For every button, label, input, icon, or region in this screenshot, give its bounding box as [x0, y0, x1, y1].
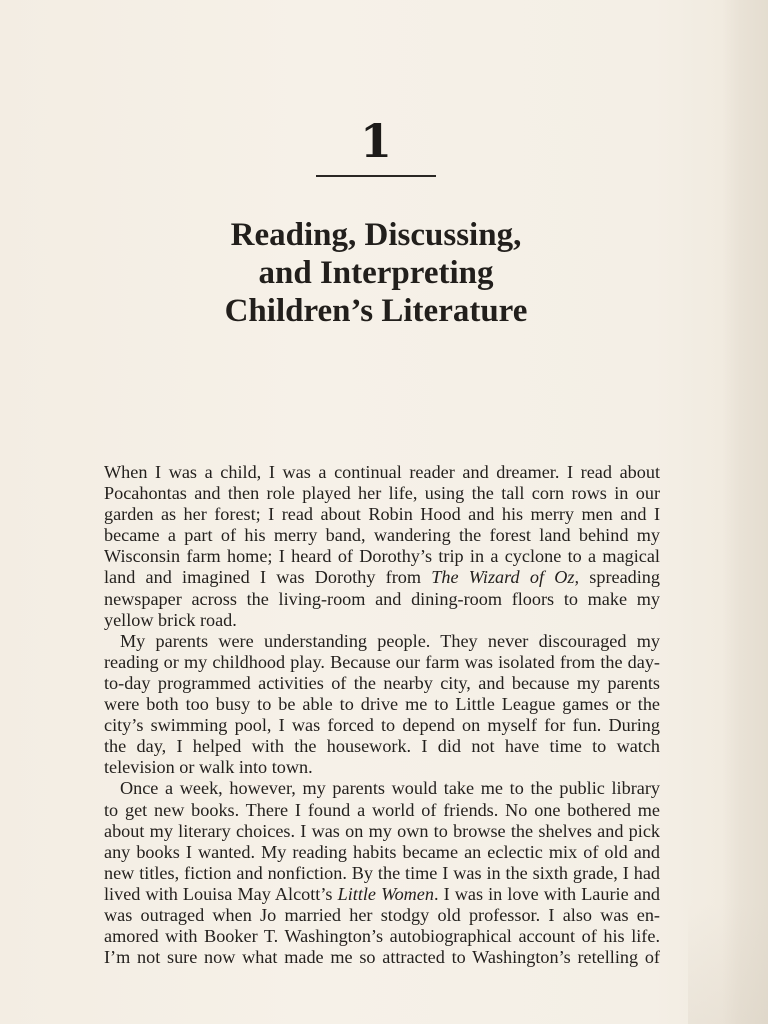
text-run: garden as her forest; I read about Robin Hood and his merry men and I — [104, 504, 660, 525]
body-text-line — [104, 610, 660, 631]
text-run: reading or my childhood play. Because our farm was isolated from the day- — [104, 651, 660, 672]
text-run: the day, I helped with the housework. I did not have time to watch — [104, 736, 660, 757]
text-run: I’m not sure now what made me so attracted to Washington’s retelling of — [104, 947, 660, 968]
body-text-line — [104, 905, 660, 926]
body-text-line — [104, 715, 660, 736]
body-text-line — [104, 631, 660, 652]
body-text-line — [104, 567, 660, 588]
chapter-title — [150, 216, 602, 330]
book-title-italic: Little Women — [337, 883, 434, 904]
body-text — [104, 462, 660, 968]
book-title-italic: The Wizard of Oz, — [431, 567, 580, 588]
text-run: Pocahontas and then role played her life, using the tall corn rows in our — [104, 483, 660, 504]
chapter-title-line: Reading, Discussing, — [230, 217, 522, 253]
body-text-line — [104, 504, 660, 525]
chapter-title-line: Children’s Literature — [224, 293, 528, 329]
text-run: were both too busy to be able to drive me to Little League games or the — [104, 694, 660, 715]
body-text-line — [104, 736, 660, 757]
body-text-line — [104, 652, 660, 673]
body-text-line — [104, 863, 660, 884]
chapter-title-line: and Interpreting — [258, 255, 494, 291]
body-text-line — [104, 589, 660, 610]
text-run: television or walk into town. — [104, 757, 313, 778]
text-run: to-day programmed activities of the nearby city, and because my parents — [104, 672, 660, 693]
text-run: Once a week, however, my parents would take me to the public library — [120, 778, 660, 799]
body-text-line — [104, 462, 660, 483]
body-text-line — [104, 525, 660, 546]
body-text-line — [104, 546, 660, 567]
text-run: My parents were understanding people. They never discouraged my — [120, 630, 660, 651]
body-text-line — [104, 757, 660, 778]
body-text-line — [104, 483, 660, 504]
body-text-line — [104, 821, 660, 842]
text-run: any books I wanted. My reading habits became an eclectic mix of old and — [104, 841, 660, 862]
body-text-line — [104, 947, 660, 968]
chapter-number: 1 — [359, 114, 392, 168]
text-run: became a part of his merry band, wandering the forest land behind my — [104, 525, 660, 546]
body-text-line — [104, 673, 660, 694]
text-run: yellow brick road. — [104, 609, 237, 630]
text-run: new titles, fiction and nonfiction. By the time I was in the sixth grade, I had — [104, 862, 660, 883]
text-run: city’s swimming pool, I was forced to depend on myself for fun. During — [104, 715, 660, 736]
text-run: . I was in love with Laurie and — [433, 883, 661, 904]
chapter-divider-rule — [316, 175, 436, 177]
page-corner-shadow — [688, 904, 768, 1024]
body-text-line — [104, 778, 660, 799]
body-text-line — [104, 694, 660, 715]
text-run: When I was a child, I was a continual reader and dreamer. I read about — [104, 462, 660, 482]
text-run: Wisconsin farm home; I heard of Dorothy’s trip in a cyclone to a magical — [104, 546, 660, 567]
body-text-line — [104, 926, 660, 947]
body-text-line — [104, 800, 660, 821]
text-run: about my literary choices. I was on my own to browse the shelves and pick — [104, 820, 660, 841]
text-run: spreading — [579, 567, 660, 588]
text-run: amored with Booker T. Washington’s autobiographical account of his life. — [104, 926, 660, 947]
text-run: to get new books. There I found a world of friends. No one bothered me — [104, 799, 660, 820]
body-text-line — [104, 842, 660, 863]
body-text-line — [104, 884, 660, 905]
text-run: lived with Louisa May Alcott’s — [104, 883, 338, 904]
text-run: was outraged when Jo married her stodgy old professor. I also was en- — [104, 904, 660, 925]
text-run: newspaper across the living-room and dining-room floors to make my — [104, 588, 660, 609]
text-run: land and imagined I was Dorothy from — [104, 567, 432, 588]
